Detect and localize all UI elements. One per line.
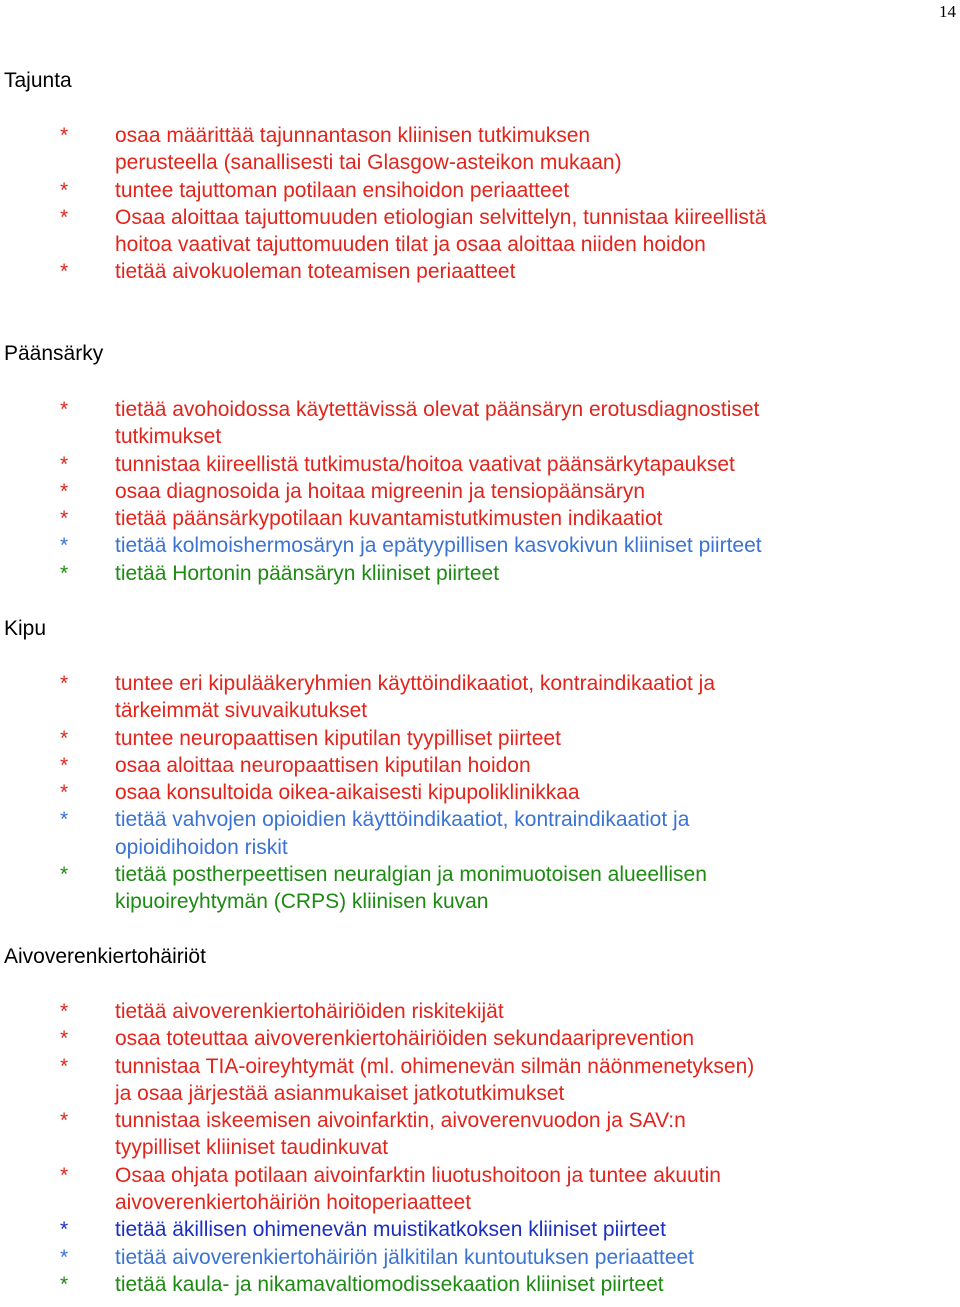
bullet-asterisk: * bbox=[60, 1272, 69, 1296]
list-item bbox=[0, 1025, 754, 1052]
list-item bbox=[0, 204, 766, 259]
list-item-line: kipuoireyhtymän (CRPS) kliinisen kuvan bbox=[115, 890, 489, 914]
list-item-line: hoitoa vaativat tajuttomuuden tilat ja osaa aloittaa niiden hoidon bbox=[115, 233, 706, 257]
list-item-line: tuntee neuropaattisen kiputilan tyypilliset piirteet bbox=[115, 726, 561, 750]
section-list bbox=[0, 998, 754, 1298]
list-item bbox=[0, 998, 754, 1025]
list-item bbox=[0, 1244, 754, 1271]
list-item-line: tietää kaula- ja nikamavaltiomodissekaation kliiniset piirteet bbox=[115, 1272, 664, 1296]
list-item-line: tunnistaa TIA-oireyhtymät (ml. ohimenevän silmän näönmenetyksen) bbox=[115, 1054, 755, 1078]
list-item-line: perusteella (sanallisesti tai Glasgow-asteikon mukaan) bbox=[115, 151, 622, 175]
bullet-asterisk: * bbox=[60, 1000, 69, 1023]
section-heading: Kipu bbox=[4, 617, 47, 640]
list-item bbox=[0, 258, 766, 285]
section-list bbox=[0, 670, 715, 916]
list-item-line: tietää Hortonin päänsäryn kliiniset piirteet bbox=[115, 561, 500, 585]
list-item bbox=[0, 451, 762, 478]
bullet-asterisk: * bbox=[60, 178, 69, 202]
list-item bbox=[0, 1216, 754, 1243]
list-item-line: tuntee tajuttoman potilaan ensihoidon periaatteet bbox=[115, 178, 570, 202]
list-item-line: tietää avohoidossa käytettävissä olevat päänsäryn erotusdiagnostiset bbox=[115, 398, 760, 421]
list-item-line: osaa diagnosoida ja hoitaa migreenin ja tensiopäänsäryn bbox=[115, 479, 646, 503]
list-item-line: tietää postherpeettisen neuralgian ja monimuotoisen alueellisen bbox=[115, 863, 707, 887]
list-item-line: opioidihoidon riskit bbox=[115, 835, 288, 859]
section-heading: Aivoverenkiertohäiriöt bbox=[4, 945, 206, 968]
bullet-asterisk: * bbox=[60, 1054, 69, 1078]
list-item-line: tuntee eri kipulääkeryhmien käyttöindikaatiot, kontraindikaatiot ja bbox=[115, 672, 716, 695]
list-item-line: tietää aivoverenkiertohäiriöiden riskitekijät bbox=[115, 1000, 504, 1023]
list-item-line: tietää äkillisen ohimenevän muistikatkoksen kliiniset piirteet bbox=[115, 1218, 666, 1242]
bullet-asterisk: * bbox=[60, 534, 69, 558]
bullet-asterisk: * bbox=[60, 672, 69, 695]
bullet-asterisk: * bbox=[60, 1163, 69, 1187]
list-item bbox=[0, 1271, 754, 1298]
bullet-asterisk: * bbox=[60, 726, 69, 750]
bullet-asterisk: * bbox=[60, 260, 69, 284]
list-item bbox=[0, 1053, 754, 1108]
list-item bbox=[0, 670, 715, 725]
list-item-line: osaa aloittaa neuropaattisen kiputilan hoidon bbox=[115, 753, 531, 777]
bullet-asterisk: * bbox=[60, 398, 69, 421]
list-item-line: ja osaa järjestää asianmukaiset jatkotutkimukset bbox=[115, 1081, 565, 1105]
list-item bbox=[0, 725, 715, 752]
bullet-asterisk: * bbox=[60, 479, 69, 503]
bullet-asterisk: * bbox=[60, 863, 69, 887]
list-item-line: tietää aivokuoleman toteamisen periaatteet bbox=[115, 260, 516, 284]
list-item bbox=[0, 532, 762, 559]
bullet-asterisk: * bbox=[60, 781, 69, 805]
list-item-line: Osaa ohjata potilaan aivoinfarktin liuotushoitoon ja tuntee akuutin bbox=[115, 1163, 721, 1187]
bullet-asterisk: * bbox=[60, 1027, 69, 1051]
list-item bbox=[0, 122, 766, 177]
list-item bbox=[0, 505, 762, 532]
list-item bbox=[0, 1162, 754, 1217]
list-item bbox=[0, 478, 762, 505]
list-item-line: osaa määrittää tajunnantason kliinisen tutkimuksen bbox=[115, 124, 591, 147]
list-item bbox=[0, 177, 766, 204]
list-item bbox=[0, 560, 762, 587]
bullet-asterisk: * bbox=[60, 1218, 69, 1242]
list-item-line: osaa konsultoida oikea-aikaisesti kipupoliklinikkaa bbox=[115, 781, 580, 805]
list-item-line: tärkeimmät sivuvaikutukset bbox=[115, 699, 368, 723]
list-item-line: tunnistaa iskeemisen aivoinfarktin, aivoverenvuodon ja SAV:n bbox=[115, 1109, 686, 1133]
list-item bbox=[0, 861, 715, 916]
bullet-asterisk: * bbox=[60, 205, 69, 229]
section-heading: Tajunta bbox=[4, 69, 72, 92]
list-item-line: tietää kolmoishermosäryn ja epätyypillisen kasvokivun kliiniset piirteet bbox=[115, 534, 762, 558]
bullet-asterisk: * bbox=[60, 1245, 69, 1269]
bullet-asterisk: * bbox=[60, 753, 69, 777]
bullet-asterisk: * bbox=[60, 124, 69, 147]
section-list bbox=[0, 122, 766, 286]
list-item-line: tietää aivoverenkiertohäiriön jälkitilan kuntoutuksen periaatteet bbox=[115, 1245, 695, 1269]
list-item-line: tietää vahvojen opioidien käyttöindikaatiot, kontraindikaatiot ja bbox=[115, 808, 690, 832]
list-item-line: tietää päänsärkypotilaan kuvantamistutkimusten indikaatiot bbox=[115, 507, 663, 531]
list-item bbox=[0, 1107, 754, 1162]
bullet-asterisk: * bbox=[60, 561, 69, 585]
list-item bbox=[0, 752, 715, 779]
section-heading: Päänsärky bbox=[4, 342, 104, 365]
list-item bbox=[0, 779, 715, 806]
list-item bbox=[0, 806, 715, 861]
list-item-line: tutkimukset bbox=[115, 425, 222, 449]
list-item-line: tyypilliset kliiniset taudinkuvat bbox=[115, 1136, 389, 1160]
bullet-asterisk: * bbox=[60, 507, 69, 531]
list-item-line: osaa toteuttaa aivoverenkiertohäiriöiden sekundaariprevention bbox=[115, 1027, 695, 1051]
bullet-asterisk: * bbox=[60, 808, 69, 832]
bullet-asterisk: * bbox=[60, 452, 69, 476]
section-list bbox=[0, 396, 762, 587]
list-item-line: tunnistaa kiireellistä tutkimusta/hoitoa vaativat päänsärkytapaukset bbox=[115, 452, 735, 476]
page-number: 14 bbox=[939, 2, 956, 21]
bullet-asterisk: * bbox=[60, 1109, 69, 1133]
list-item-line: aivoverenkiertohäiriön hoitoperiaatteet bbox=[115, 1191, 472, 1215]
list-item bbox=[0, 396, 762, 451]
list-item-line: Osaa aloittaa tajuttomuuden etiologian selvittelyn, tunnistaa kiireellistä bbox=[115, 205, 767, 229]
